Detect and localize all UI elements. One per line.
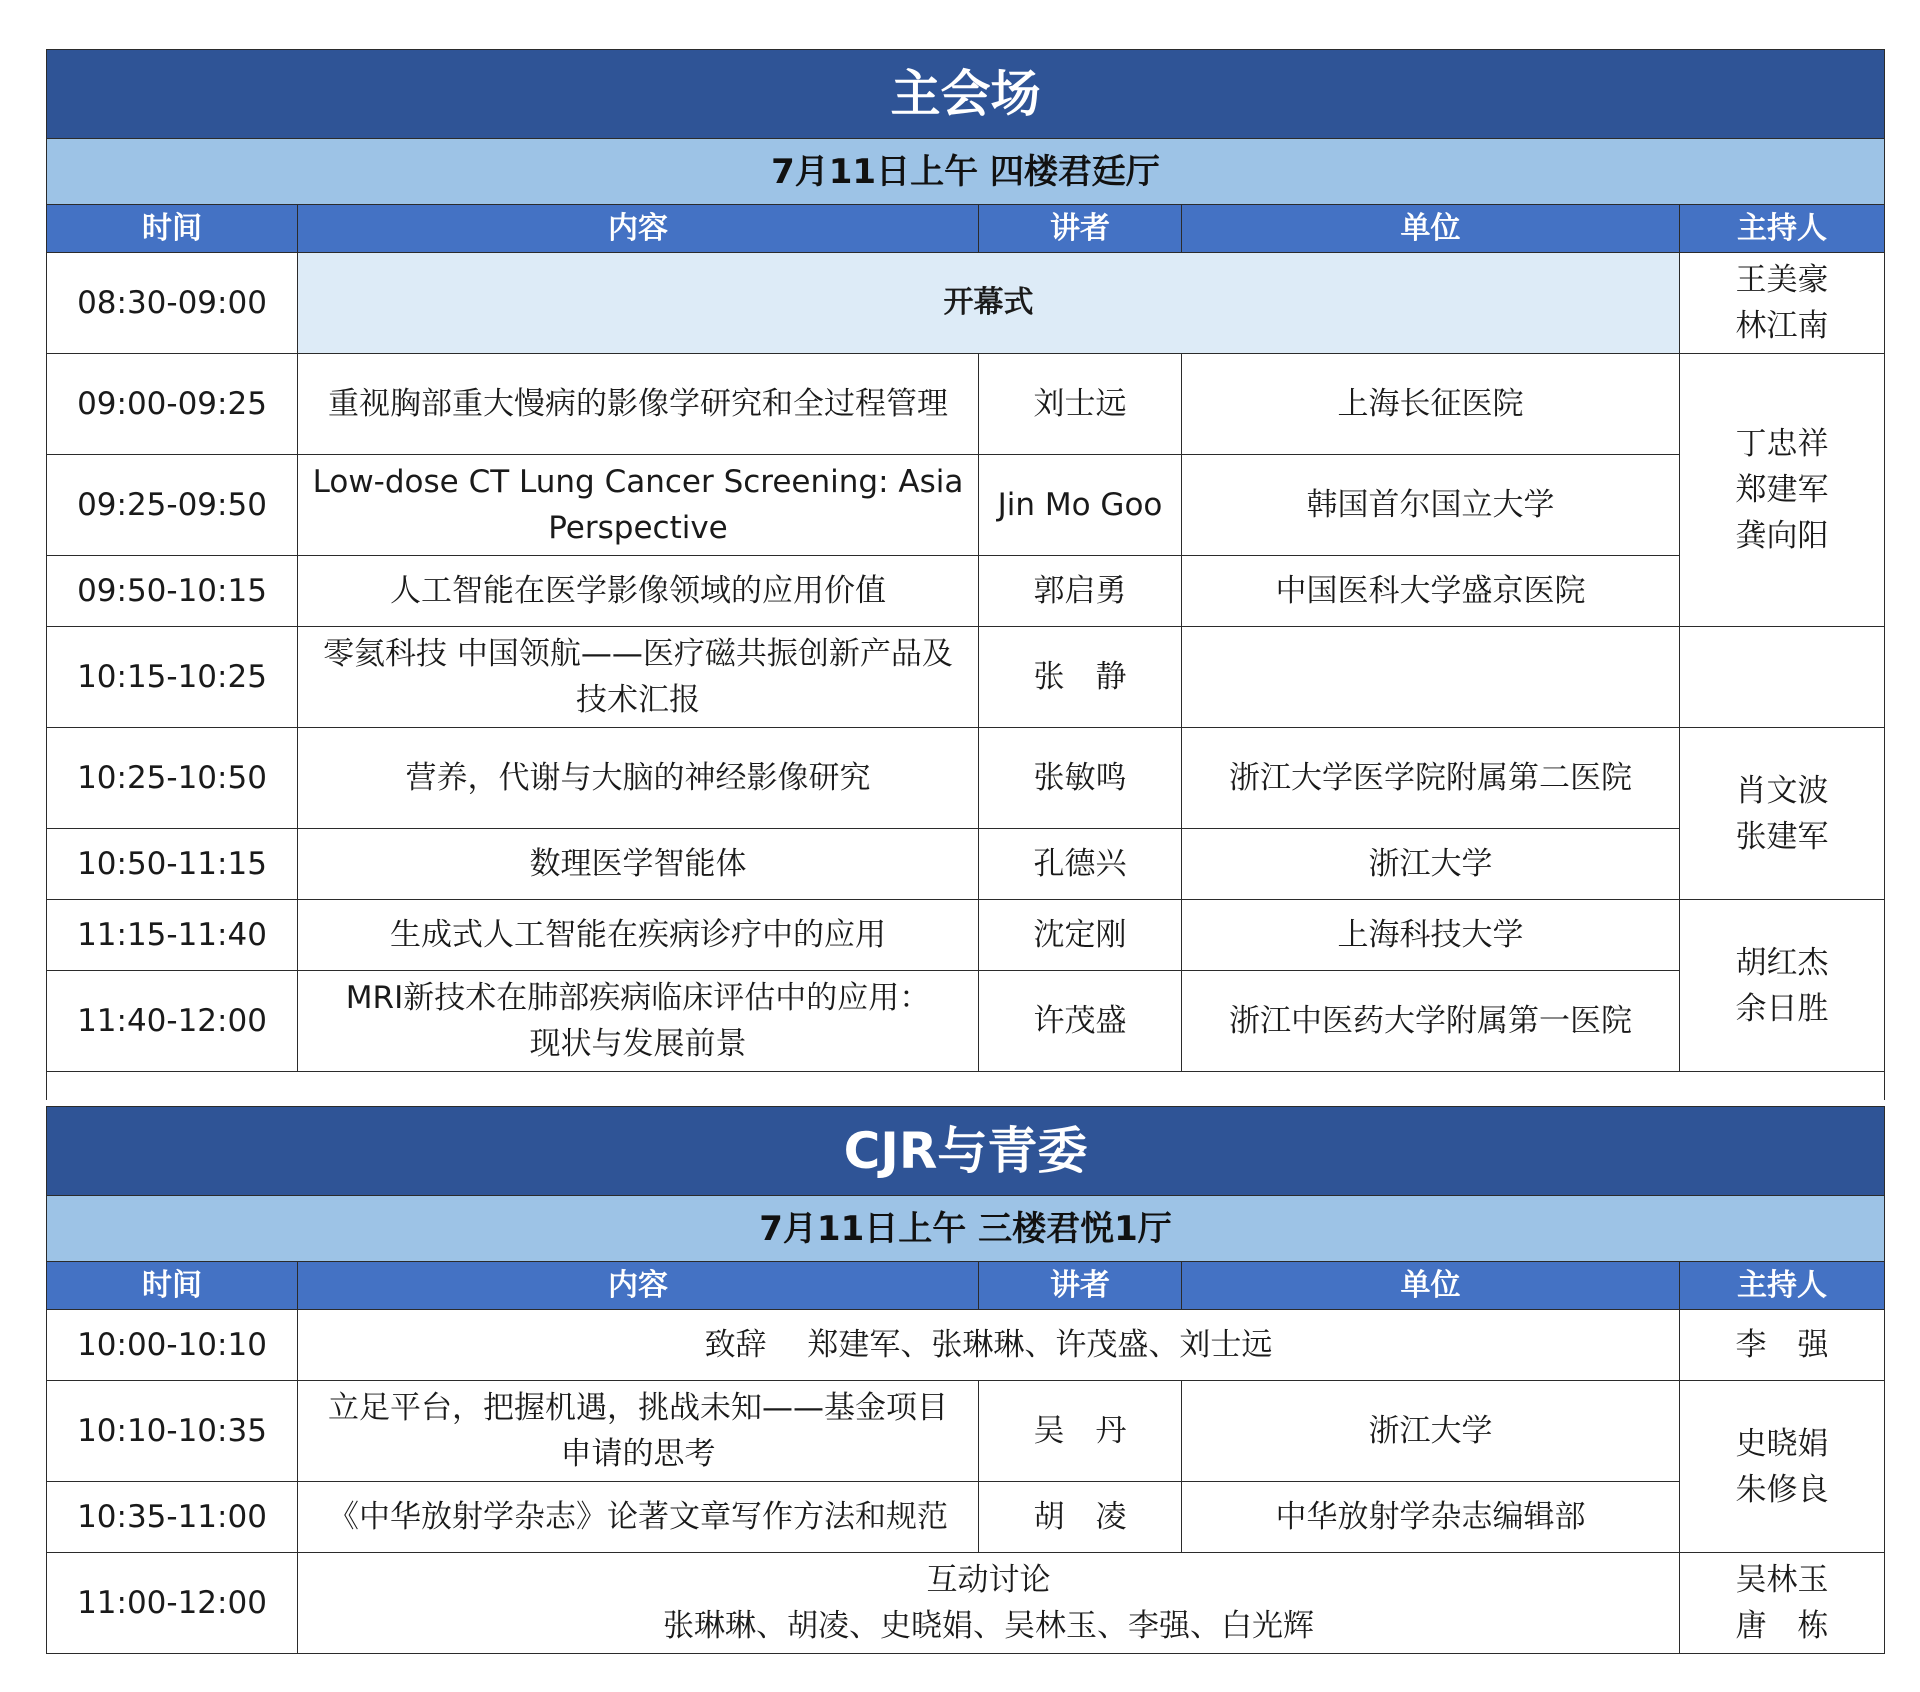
main-venue-schedule — [46, 49, 1885, 1100]
table-row — [47, 1381, 1885, 1482]
content-cell: 人工智能在医学影像领域的应用价值 — [298, 556, 979, 627]
time-cell: 10:00-10:10 — [47, 1310, 298, 1381]
unit-cell: 上海科技大学 — [1182, 900, 1680, 971]
time-cell: 10:50-11:15 — [47, 829, 298, 900]
time-cell: 10:10-10:35 — [47, 1381, 298, 1482]
table-row — [47, 253, 1885, 354]
header-time: 时间 — [47, 205, 298, 253]
header-speaker: 讲者 — [979, 205, 1182, 253]
header-content: 内容 — [298, 1262, 979, 1310]
header-unit: 单位 — [1182, 1262, 1680, 1310]
content-cell: 致辞 郑建军、张琳琳、许茂盛、刘士远 — [298, 1310, 1680, 1381]
host-cell — [1680, 627, 1885, 728]
time-cell: 11:40-12:00 — [47, 971, 298, 1072]
table-row — [47, 1553, 1885, 1654]
time-cell: 10:35-11:00 — [47, 1482, 298, 1553]
header-speaker: 讲者 — [979, 1262, 1182, 1310]
time-cell: 09:25-09:50 — [47, 455, 298, 556]
time-cell: 10:25-10:50 — [47, 728, 298, 829]
host-cell: 肖文波 张建军 — [1680, 728, 1885, 900]
host-cell: 王美豪 林江南 — [1680, 253, 1885, 354]
content-cell: 重视胸部重大慢病的影像学研究和全过程管理 — [298, 354, 979, 455]
cjr-youth-schedule — [46, 1106, 1885, 1654]
time-cell: 11:15-11:40 — [47, 900, 298, 971]
speaker-cell: 许茂盛 — [979, 971, 1182, 1072]
unit-cell: 韩国首尔国立大学 — [1182, 455, 1680, 556]
time-cell: 08:30-09:00 — [47, 253, 298, 354]
spacer — [47, 1072, 1885, 1101]
unit-cell: 浙江大学医学院附属第二医院 — [1182, 728, 1680, 829]
unit-cell: 中华放射学杂志编辑部 — [1182, 1482, 1680, 1553]
host-cell: 史晓娟 朱修良 — [1680, 1381, 1885, 1553]
time-cell: 09:50-10:15 — [47, 556, 298, 627]
unit-cell: 上海长征医院 — [1182, 354, 1680, 455]
section-subtitle: 7月11日上午 三楼君悦1厅 — [47, 1196, 1885, 1262]
section-subtitle: 7月11日上午 四楼君廷厅 — [47, 139, 1885, 205]
header-content: 内容 — [298, 205, 979, 253]
table-row — [47, 556, 1885, 627]
table-row — [47, 728, 1885, 829]
speaker-cell: 胡 凌 — [979, 1482, 1182, 1553]
content-cell: 数理医学智能体 — [298, 829, 979, 900]
unit-cell — [1182, 627, 1680, 728]
content-cell: 立足平台，把握机遇，挑战未知——基金项目 申请的思考 — [298, 1381, 979, 1482]
speaker-cell: 张 静 — [979, 627, 1182, 728]
unit-cell: 浙江大学 — [1182, 1381, 1680, 1482]
table-row — [47, 627, 1885, 728]
table-row — [47, 354, 1885, 455]
speaker-cell: Jin Mo Goo — [979, 455, 1182, 556]
header-host: 主持人 — [1680, 205, 1885, 253]
table-row — [47, 829, 1885, 900]
host-cell: 李 强 — [1680, 1310, 1885, 1381]
section-title: CJR与青委 — [47, 1107, 1885, 1196]
content-cell: MRI新技术在肺部疾病临床评估中的应用： 现状与发展前景 — [298, 971, 979, 1072]
table-row — [47, 1482, 1885, 1553]
speaker-cell: 刘士远 — [979, 354, 1182, 455]
opening-ceremony: 开幕式 — [298, 253, 1680, 354]
table-row — [47, 1310, 1885, 1381]
section-title: 主会场 — [47, 50, 1885, 139]
header-host: 主持人 — [1680, 1262, 1885, 1310]
content-cell: 互动讨论 张琳琳、胡凌、史晓娟、吴林玉、李强、白光辉 — [298, 1553, 1680, 1654]
content-cell: Low-dose CT Lung Cancer Screening: Asia Perspective — [298, 455, 979, 556]
header-unit: 单位 — [1182, 205, 1680, 253]
host-cell: 丁忠祥 郑建军 龚向阳 — [1680, 354, 1885, 627]
content-cell: 零氦科技 中国领航——医疗磁共振创新产品及 技术汇报 — [298, 627, 979, 728]
unit-cell: 浙江中医药大学附属第一医院 — [1182, 971, 1680, 1072]
content-cell: 生成式人工智能在疾病诊疗中的应用 — [298, 900, 979, 971]
host-cell: 吴林玉 唐 栋 — [1680, 1553, 1885, 1654]
time-cell: 11:00-12:00 — [47, 1553, 298, 1654]
table-row — [47, 455, 1885, 556]
speaker-cell: 郭启勇 — [979, 556, 1182, 627]
content-cell: 《中华放射学杂志》论著文章写作方法和规范 — [298, 1482, 979, 1553]
speaker-cell: 沈定刚 — [979, 900, 1182, 971]
time-cell: 10:15-10:25 — [47, 627, 298, 728]
header-time: 时间 — [47, 1262, 298, 1310]
speaker-cell: 张敏鸣 — [979, 728, 1182, 829]
content-cell: 营养，代谢与大脑的神经影像研究 — [298, 728, 979, 829]
speaker-cell: 孔德兴 — [979, 829, 1182, 900]
unit-cell: 浙江大学 — [1182, 829, 1680, 900]
host-cell: 胡红杰 余日胜 — [1680, 900, 1885, 1072]
unit-cell: 中国医科大学盛京医院 — [1182, 556, 1680, 627]
time-cell: 09:00-09:25 — [47, 354, 298, 455]
speaker-cell: 吴 丹 — [979, 1381, 1182, 1482]
table-row — [47, 971, 1885, 1072]
table-row — [47, 900, 1885, 971]
